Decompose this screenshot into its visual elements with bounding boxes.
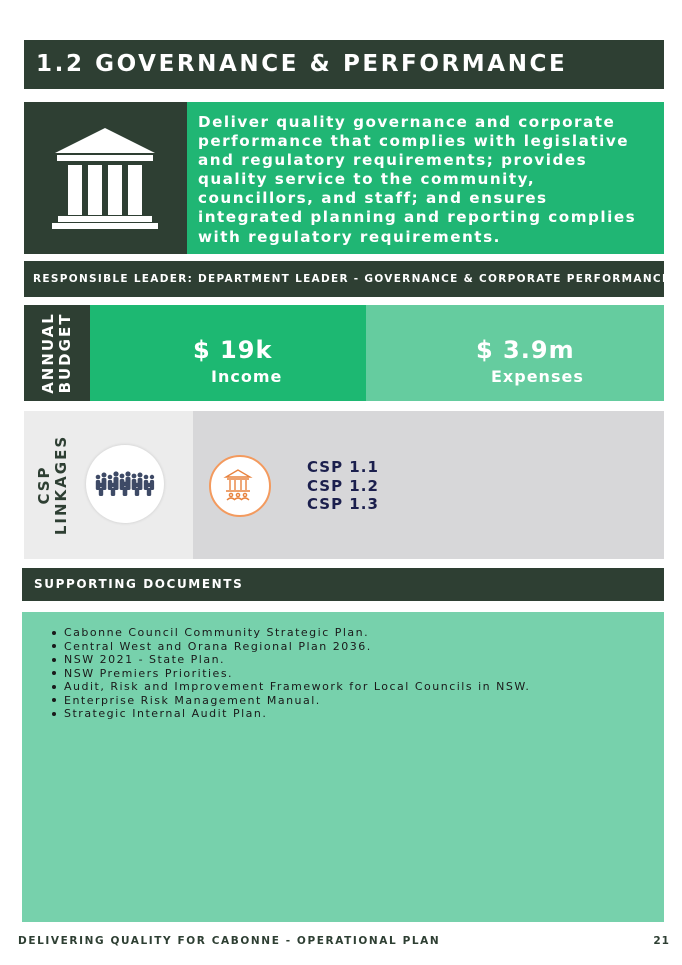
list-item: Enterprise Risk Management Manual.: [52, 694, 530, 708]
list-item: NSW Premiers Priorities.: [52, 667, 530, 681]
csp-linkages-right-panel: [193, 411, 664, 559]
community-people-icon-circle: [86, 445, 164, 523]
csp-code: CSP 1.1: [307, 458, 379, 476]
expenses-label: Expenses: [491, 367, 584, 386]
responsible-leader: RESPONSIBLE LEADER: DEPARTMENT LEADER - GOVERNANCE & CORPORATE PERFORMANCE: [24, 261, 664, 297]
page-number: 21: [653, 935, 670, 947]
list-item: Central West and Orana Regional Plan 2036.: [52, 640, 530, 654]
page-title: 1.2 GOVERNANCE & PERFORMANCE: [24, 40, 664, 89]
supporting-documents-list: [52, 626, 530, 721]
supporting-documents-heading: SUPPORTING DOCUMENTS: [22, 568, 664, 601]
csp-linkages-label-line1: CSP: [35, 465, 53, 505]
csp-code: CSP 1.2: [307, 476, 379, 495]
csp-codes-list: [307, 458, 379, 514]
income-amount: $ 19k: [193, 336, 273, 364]
supporting-documents-panel: [22, 612, 664, 922]
intro-description: Deliver quality governance and corporate performance that complies with legislative and regulatory requirements; provides quality service to the community, councillors, and staff; and ensures integrated planning and reporting complies with regulatory requirements.: [187, 102, 664, 254]
csp-linkages-label-area: [24, 411, 82, 559]
footer-title: DELIVERING QUALITY FOR CABONNE - OPERATIONAL PLAN: [18, 935, 441, 947]
annual-budget-label-panel: [24, 305, 90, 401]
list-item: Audit, Risk and Improvement Framework for Local Councils in NSW.: [52, 680, 530, 694]
list-item: Strategic Internal Audit Plan.: [52, 707, 530, 721]
expenses-amount: $ 3.9m: [476, 336, 575, 364]
csp-linkages-label-line2: LINKAGES: [52, 434, 70, 536]
civic-building-icon-circle: [209, 455, 271, 517]
intro-icon-panel: [24, 102, 187, 254]
government-building-icon: [24, 102, 187, 254]
community-people-icon: [86, 445, 164, 523]
income-panel: [90, 305, 366, 401]
income-label: Income: [211, 367, 283, 386]
csp-linkages-label: [36, 435, 70, 535]
list-item: Cabonne Council Community Strategic Plan.: [52, 626, 530, 640]
expenses-panel: [366, 305, 664, 401]
csp-code: CSP 1.3: [307, 495, 379, 513]
list-item: NSW 2021 - State Plan.: [52, 653, 530, 667]
annual-budget-label-line1: ANNUAL: [39, 312, 57, 394]
annual-budget-label-line2: BUDGET: [56, 312, 74, 394]
annual-budget-label: [40, 312, 74, 394]
csp-linkages-left-panel: [24, 411, 193, 559]
civic-building-icon: [211, 457, 265, 511]
